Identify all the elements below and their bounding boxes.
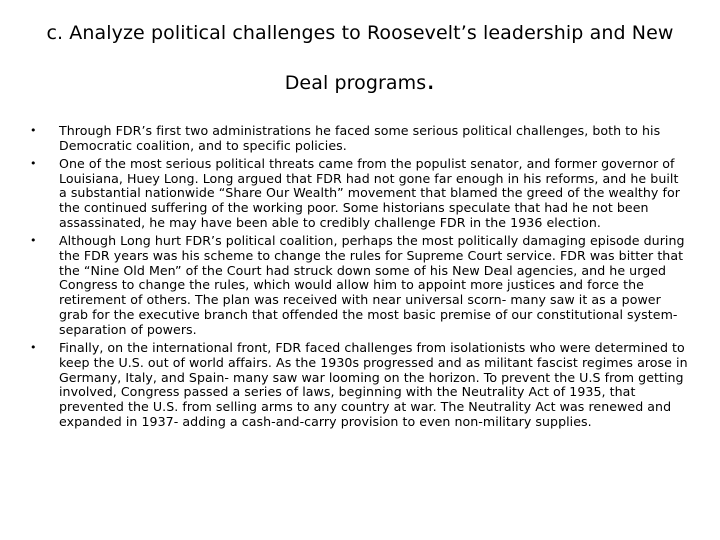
slide-title-line-1: c. Analyze political challenges to Roosevelt’s leadership and New [46,22,674,44]
bullet-item [30,234,690,338]
bullet-text: Although Long hurt FDR’s political coalition, perhaps the most politically damaging episode during the FDR years was his scheme to change the rules for Supreme Court service. FDR was bitter that the “Nine Old Men” of the Court had struck down some of his New Deal agencies, and he urged Congress to change the rules, which would allow him to appoint more justices and force the retirement of others. The plan was received with near universal scorn- many saw it as a power grab for the executive branch that offended the most basic premise of our constitutional system- separation of powers. [59,232,685,337]
bullet-item [30,341,690,430]
bullet-icon: • [30,156,37,170]
bullet-list [30,124,690,433]
slide-title-line-2 [20,63,700,96]
bullet-text: Finally, on the international front, FDR faced challenges from isolationists who were determined to keep the U.S. out of world affairs. As the 1930s progressed and as militant fascist regimes arose in Germany, Italy, and Spain- many saw war looming on the horizon. To prevent the U.S from getting involved, Congress passed a series of laws, beginning with the Neutrality Act of 1935, that prevented the U.S. from selling arms to any country at war. The Neutrality Act was renewed and expanded in 1937- adding a cash-and-carry provision to even non-military supplies. [59,339,688,430]
bullet-icon: • [30,124,37,137]
slide-title-period: . [426,63,436,96]
slide-title-text: Deal programs [284,72,427,94]
bullet-icon: • [30,340,37,354]
bullet-text: One of the most serious political threats came from the populist senator, and former governor of Louisiana, Huey Long. Long argued that FDR had not gone far enough in his reforms, and he built a substantial nationwide “Share Our Wealth” movement that blamed the greed of the wealthy for the continued suffering of the working poor. Some historians speculate that had he not been assassinated, he may have been able to credibly challenge FDR in the 1936 election. [59,155,680,231]
bullet-icon: • [30,233,37,247]
bullet-item [30,157,690,231]
bullet-item [30,124,690,154]
bullet-text: Through FDR’s first two administrations he faced some serious political challenges, both to his Democratic coalition, and to specific policies. [59,123,661,153]
